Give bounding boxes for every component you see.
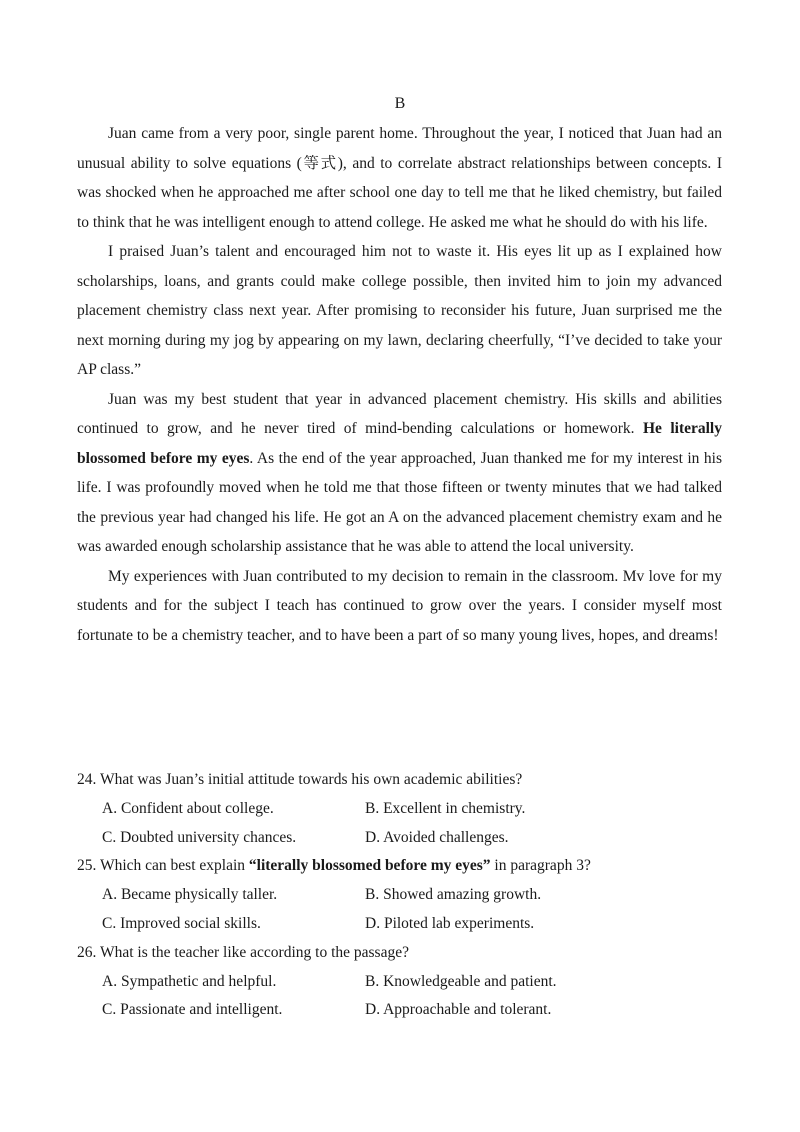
option-c[interactable]: C. Passionate and intelligent. xyxy=(102,1001,283,1019)
paragraph-3-bold-phrase: He literally blossomed before my eyes xyxy=(77,420,722,467)
option-d[interactable]: D. Approachable and tolerant. xyxy=(365,1001,552,1019)
question-26 xyxy=(77,939,722,1025)
paragraph-3-before: Juan was my best student that year in advanced placement chemistry. His skills and abilities continued to grow, and he never tired of mind-bending calculations or homework. xyxy=(77,390,722,437)
question-stem xyxy=(77,852,722,881)
question-stem-after: in paragraph 3? xyxy=(490,857,591,875)
option-d[interactable]: D. Piloted lab experiments. xyxy=(365,914,535,932)
paragraph-3-after: . As the end of the year approached, Juan thanked me for my interest in his life. I was profoundly moved when he told me that those fifteen or twenty minutes that we had talked the previous year had changed his life. He got an A on the advanced placement chemistry exam and he was awarded enough scholarship assistance that he was able to attend the local university. xyxy=(77,449,722,555)
reading-passage xyxy=(77,119,722,650)
question-stem: 26. What is the teacher like according to the passage? xyxy=(77,943,409,961)
option-row xyxy=(77,824,722,853)
question-25 xyxy=(77,852,722,938)
question-24 xyxy=(77,766,722,852)
paragraph-1: Juan came from a very poor, single parent home. Throughout the year, I noticed that Juan had an unusual ability to solve equations (等式), and to correlate abstract relationships between concepts. I was shocked when he approached me after school one day to tell me that he liked chemistry, but failed to think that he was intelligent enough to attend college. He asked me what he should do with his life. xyxy=(77,125,722,231)
paragraph-4: My experiences with Juan contributed to my decision to remain in the classroom. Mv love for my students and for the subject I teach has continued to grow over the years. I consider myself most fortunate to be a chemistry teacher, and to have been a part of so many young lives, hopes, and dreams! xyxy=(77,567,722,644)
option-c[interactable]: C. Doubted university chances. xyxy=(102,828,297,846)
option-row xyxy=(77,881,722,910)
option-a[interactable]: A. Confident about college. xyxy=(102,799,274,817)
option-b[interactable]: B. Excellent in chemistry. xyxy=(365,799,526,817)
question-stem-before: 25. Which can best explain xyxy=(77,857,249,875)
question-stem-bold: “literally blossomed before my eyes” xyxy=(248,857,491,875)
option-a[interactable]: A. Became physically taller. xyxy=(102,886,278,904)
option-row xyxy=(77,795,722,824)
option-a[interactable]: A. Sympathetic and helpful. xyxy=(102,972,277,990)
option-c[interactable]: C. Improved social skills. xyxy=(102,914,261,932)
paragraph-3 xyxy=(77,385,722,562)
option-row xyxy=(77,996,722,1025)
section-heading: B xyxy=(394,95,406,112)
option-d[interactable]: D. Avoided challenges. xyxy=(365,828,509,846)
question-stem: 24. What was Juan’s initial attitude towards his own academic abilities? xyxy=(77,771,523,788)
question-list xyxy=(77,766,722,1025)
option-b[interactable]: B. Knowledgeable and patient. xyxy=(365,972,557,990)
paragraph-2: I praised Juan’s talent and encouraged him not to waste it. His eyes lit up as I explained how scholarships, loans, and grants could make college possible, then invited him to join my advanced placement chemistry class next year. After promising to reconsider his future, Juan surprised me the next morning during my jog by appearing on my lawn, declaring cheerfully, “I’ve decided to take your AP class.” xyxy=(77,243,722,378)
option-row xyxy=(77,968,722,997)
option-b[interactable]: B. Showed amazing growth. xyxy=(365,886,542,904)
option-row xyxy=(77,910,722,939)
